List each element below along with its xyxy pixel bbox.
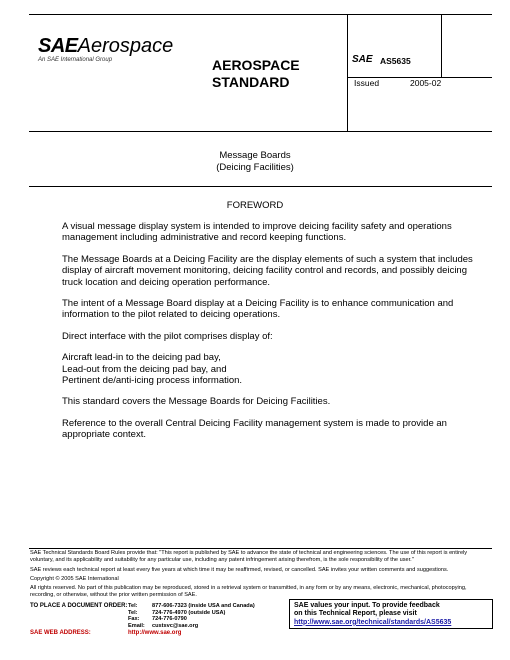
- web-address-label: SAE WEB ADDRESS:: [30, 630, 91, 636]
- tel-outside-usa: 724-776-4970 (outside USA): [152, 609, 226, 616]
- standard-type-title: [212, 57, 300, 91]
- document-title-line-1: Message Boards: [219, 150, 291, 161]
- list-item: Pertinent de/anti-icing process information.: [62, 375, 243, 387]
- issued-date: 2005-02: [410, 78, 442, 88]
- feedback-line-2: on this Technical Report, please visit: [294, 610, 417, 618]
- list-item: Aircraft lead-in to the deicing pad bay,: [62, 352, 221, 364]
- list-item: Lead-out from the deicing pad bay, and: [62, 363, 227, 375]
- feedback-box: [289, 599, 493, 629]
- foreword-paragraph-6: Reference to the overall Central Deicing Facility management system is made to provide an appropriate context.: [62, 417, 447, 441]
- logo-aerospace-text: Aerospace: [77, 35, 174, 57]
- header-top-rule: [29, 14, 492, 15]
- sae-aerospace-logo: [38, 36, 173, 63]
- logo-sae-text: SAE: [38, 35, 78, 57]
- title-bottom-rule: [29, 186, 492, 187]
- rights-notice: All rights reserved. No part of this publication may be reproduced, stored in a retrieval system or transmitted, in any form or by any means, electronic, mechanical, photocopying, recording, or otherwise, without the prior written permission of SAE.: [30, 585, 467, 598]
- sae-mark: SAE: [352, 54, 373, 65]
- email-label: Email:: [128, 622, 145, 629]
- tel-inside-usa: 877-606-7323 (inside USA and Canada): [152, 603, 255, 609]
- document-title-line-2: (Deicing Facilities): [216, 162, 294, 173]
- foreword-paragraph-5: This standard covers the Message Boards for Deicing Facilities.: [62, 396, 331, 408]
- header-divider-left: [347, 14, 348, 131]
- foreword-paragraph-1: A visual message display system is intended to improve deicing facility safety and operations management including administrative and record keeping functions.: [62, 221, 452, 244]
- review-notice: SAE reviews each technical report at least every five years at which time it may be reaffirmed, revised, or cancelled. SAE invites your written comments and suggestions.: [30, 567, 449, 573]
- standard-line-1: AEROSPACE: [212, 57, 300, 73]
- foreword-paragraph-3: The intent of a Message Board display at a Deicing Facility is to enhance communication and information to the pilot related to deicing operations.: [62, 298, 454, 321]
- logo-tagline: An SAE International Group: [38, 57, 113, 63]
- standard-line-2: STANDARD: [212, 74, 290, 90]
- issued-label: Issued: [354, 78, 380, 88]
- header-divider-right: [441, 14, 442, 77]
- order-label: TO PLACE A DOCUMENT ORDER:: [30, 603, 128, 609]
- feedback-link[interactable]: http://www.sae.org/technical/standards/AS5635: [294, 618, 452, 626]
- tel-label: Tel:: [128, 603, 138, 609]
- fax-number: 724-776-0790: [152, 616, 187, 623]
- standards-board-rules: SAE Technical Standards Board Rules provide that: "This report is published by SAE to advance the state of technical and engineering sciences. The use of this report is entirely voluntary, and its applicability and suitability for any particular use, including any patent infringement arising therefrom, is the sole responsibility of the user.": [30, 550, 468, 563]
- web-address-link[interactable]: http://www.sae.org: [128, 630, 182, 636]
- copyright-notice: Copyright © 2005 SAE International: [30, 576, 119, 582]
- foreword-list: [62, 352, 482, 386]
- foreword-heading: FOREWORD: [226, 200, 284, 211]
- feedback-line-1: SAE values your input. To provide feedback: [294, 602, 440, 609]
- footer-top-rule: [29, 548, 492, 549]
- email-address[interactable]: custsvc@sae.org: [152, 622, 199, 629]
- foreword-paragraph-4: Direct interface with the pilot comprises display of:: [62, 330, 273, 342]
- document-number: AS5635: [380, 56, 411, 66]
- order-contact-block: [128, 603, 255, 629]
- foreword-paragraph-2: The Message Boards at a Deicing Facility are the display elements of such a system that includes display of aircraft movement monitoring, deicing facility control and records, and possibly deicing truck location and deicing operation performance.: [62, 253, 473, 288]
- header-bottom-rule: [29, 131, 492, 132]
- document-title: [0, 150, 510, 174]
- fax-label: Fax:: [128, 616, 140, 623]
- tel-label: Tel:: [128, 609, 138, 616]
- foreword-body: [62, 221, 482, 451]
